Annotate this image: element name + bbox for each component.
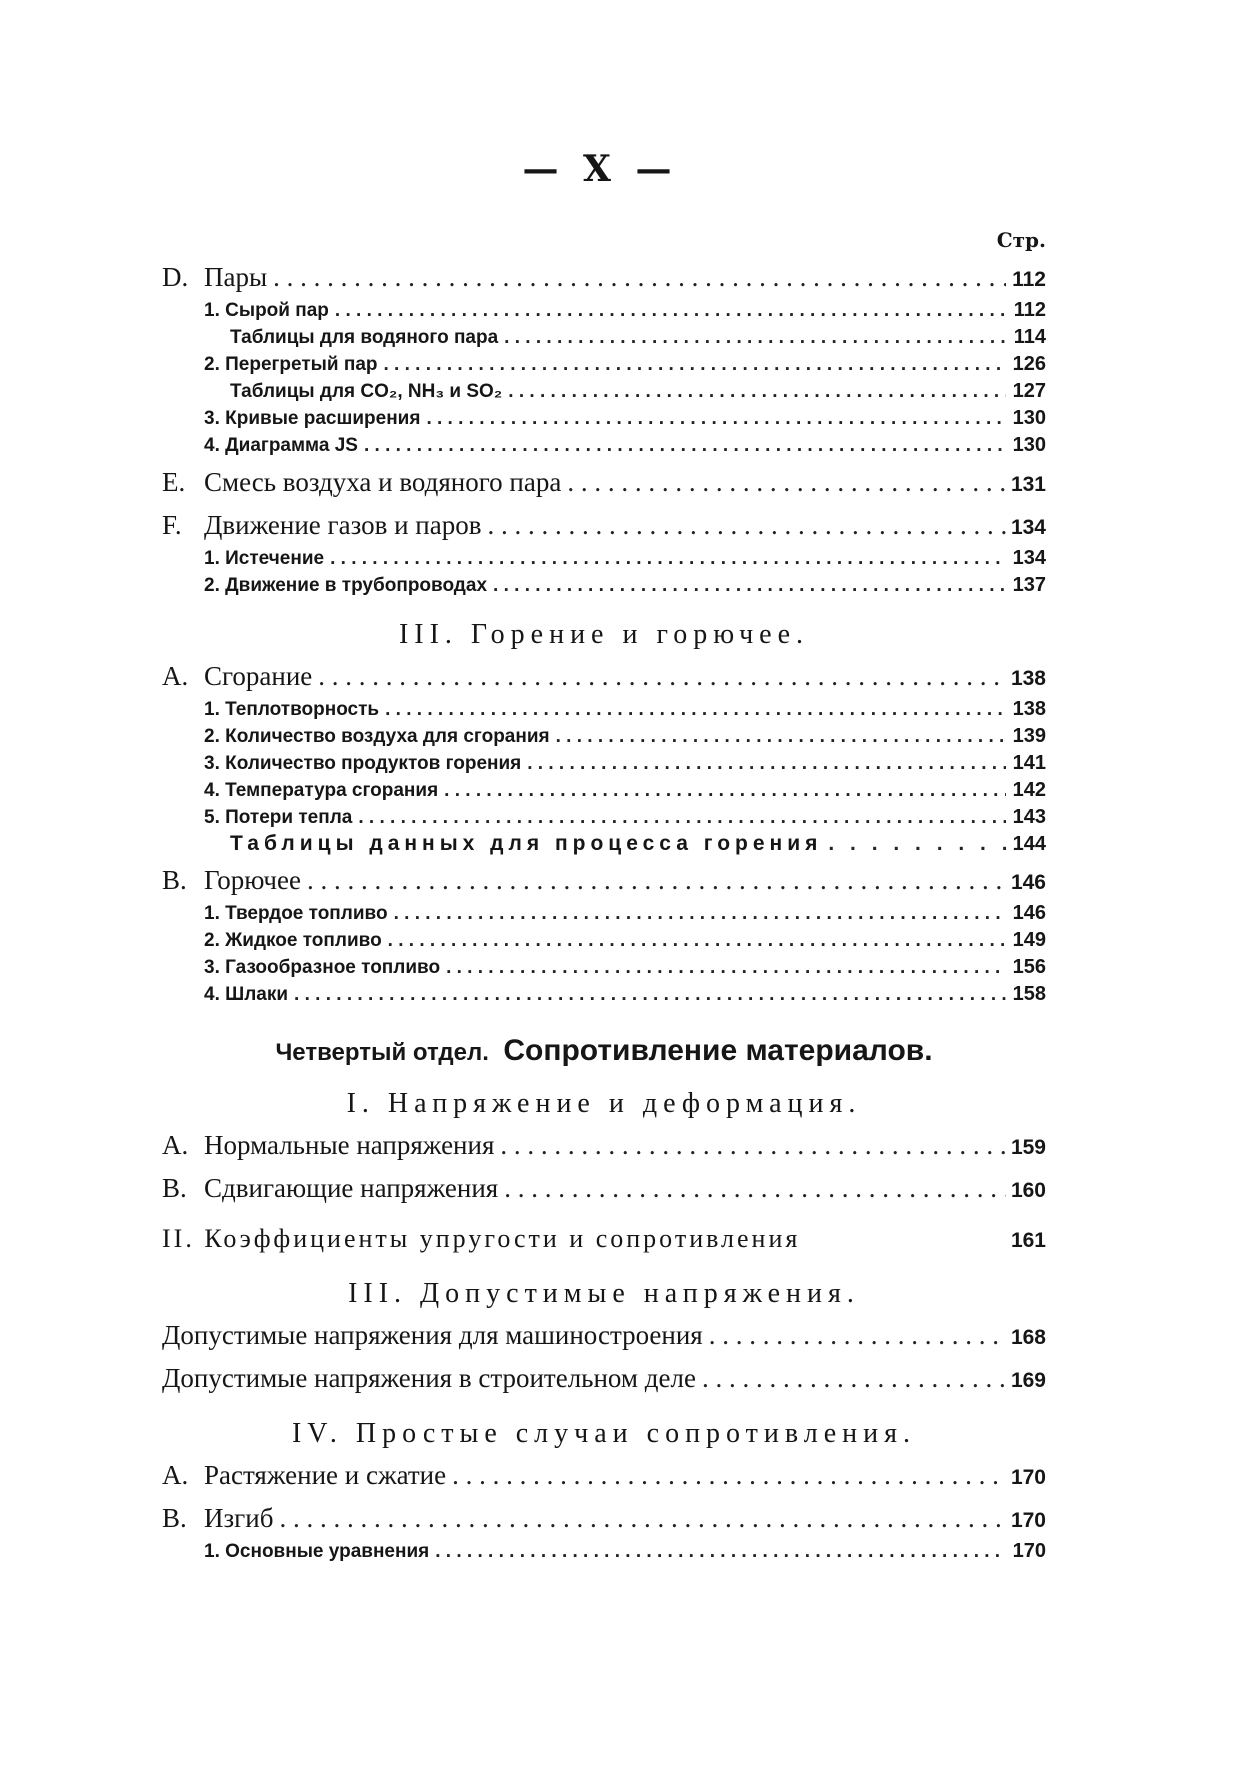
entry-title: 3. Количество продуктов горения bbox=[204, 753, 522, 774]
entry-title: Таблицы для CO₂, NH₃ и SO₂ bbox=[230, 381, 503, 402]
toc-entry bbox=[162, 863, 1046, 900]
dot-leader bbox=[487, 573, 1006, 599]
toc-entry bbox=[162, 260, 1046, 297]
page-ref: 158 bbox=[1012, 983, 1046, 1005]
dot-leader bbox=[446, 1458, 1006, 1492]
section-title: Пары bbox=[204, 262, 268, 292]
dot-leader bbox=[301, 863, 1006, 897]
entry-title: 1. Теплотворность bbox=[204, 699, 380, 720]
page-ref: 160 bbox=[1010, 1179, 1046, 1202]
chapter-heading: I. Напряжение и деформация. bbox=[346, 1088, 862, 1119]
section-letter: D. bbox=[162, 262, 189, 292]
dot-leader bbox=[288, 982, 1006, 1008]
dot-leader bbox=[481, 508, 1006, 542]
entry-title: Таблицы данных для процесса горения bbox=[230, 832, 823, 855]
page-number: — X — bbox=[522, 148, 678, 190]
entry-title: 2. Движение в трубопроводах bbox=[204, 575, 488, 596]
page-ref: 134 bbox=[1010, 516, 1046, 539]
section-title: Сгорание bbox=[204, 661, 313, 691]
dot-leader bbox=[329, 298, 1006, 324]
dot-leader bbox=[352, 805, 1006, 831]
entry-title: 3. Кривые расширения bbox=[204, 408, 421, 429]
dot-leader bbox=[273, 1501, 1006, 1535]
toc-entry bbox=[162, 777, 1046, 804]
dot-leader bbox=[420, 406, 1006, 432]
dot-leader bbox=[382, 928, 1006, 954]
toc-entry bbox=[162, 954, 1046, 981]
page-ref: 138 bbox=[1012, 698, 1046, 720]
table-of-contents bbox=[162, 254, 1046, 1565]
entry-title: 4. Диаграмма JS bbox=[204, 435, 358, 456]
toc-entry bbox=[162, 378, 1046, 405]
section-title: Допустимые напряжения для машиностроения bbox=[162, 1320, 703, 1350]
page-ref: 156 bbox=[1012, 956, 1046, 978]
section-title: Изгиб bbox=[204, 1503, 274, 1533]
toc-entry bbox=[162, 1538, 1046, 1565]
toc-entry bbox=[162, 1222, 1046, 1258]
dot-leader bbox=[703, 1318, 1006, 1352]
entry-title: Таблицы для водяного пара bbox=[230, 327, 499, 348]
section-letter: B. bbox=[162, 1503, 187, 1533]
page-ref: 127 bbox=[1012, 380, 1046, 402]
entry-title: 1. Основные уравнения bbox=[204, 1541, 430, 1562]
toc-entry bbox=[162, 900, 1046, 927]
toc-entry bbox=[162, 981, 1046, 1008]
dot-leader bbox=[440, 955, 1006, 981]
entry-title: 4. Шлаки bbox=[204, 984, 289, 1005]
dot-leader bbox=[388, 901, 1006, 927]
page-ref: 170 bbox=[1010, 1509, 1046, 1532]
toc-entry bbox=[162, 324, 1046, 351]
toc-entry bbox=[162, 432, 1046, 459]
page-ref: 146 bbox=[1012, 902, 1046, 924]
toc-entry bbox=[162, 1458, 1046, 1495]
department-title: Сопротивление материалов. bbox=[503, 1034, 933, 1067]
page-ref: 168 bbox=[1010, 1326, 1046, 1349]
department-heading bbox=[162, 1034, 1046, 1068]
section-title: Движение газов и паров bbox=[204, 510, 482, 540]
dot-leader bbox=[498, 325, 1006, 351]
entry-title: 2. Перегретый пар bbox=[204, 354, 378, 375]
chapter-heading: IV. Простые случаи сопротивления. bbox=[291, 1418, 916, 1449]
page-ref: 114 bbox=[1013, 326, 1046, 348]
toc-entry bbox=[162, 1171, 1046, 1208]
toc-entry bbox=[162, 723, 1046, 750]
toc-entry bbox=[162, 1361, 1046, 1398]
entry-title: 1. Сырой пар bbox=[204, 300, 329, 321]
department-label: Четвертый отдел. bbox=[275, 1039, 489, 1066]
page-ref: 139 bbox=[1012, 725, 1046, 747]
page-ref: 112 bbox=[1012, 268, 1046, 291]
dot-leader bbox=[498, 1171, 1006, 1205]
chapter-heading: III. Допустимые напряжения. bbox=[348, 1278, 860, 1309]
page-ref: 169 bbox=[1010, 1369, 1046, 1392]
dot-leader bbox=[550, 724, 1006, 750]
toc-entry bbox=[162, 696, 1046, 723]
entry-title: 1. Твердое топливо bbox=[204, 903, 388, 924]
dot-leader bbox=[267, 260, 1006, 294]
dot-leader bbox=[312, 659, 1006, 693]
section-letter: B. bbox=[162, 1173, 187, 1203]
toc-entry bbox=[162, 750, 1046, 777]
toc-entry bbox=[162, 1318, 1046, 1355]
dot-leader bbox=[822, 831, 1006, 857]
page-ref: 149 bbox=[1012, 929, 1046, 951]
dot-leader bbox=[429, 1539, 1006, 1565]
page-ref: 143 bbox=[1012, 806, 1046, 828]
toc-entry bbox=[162, 351, 1046, 378]
page-ref: 159 bbox=[1010, 1136, 1046, 1159]
page-ref: 144 bbox=[1012, 833, 1046, 855]
page-ref: 131 bbox=[1010, 473, 1046, 496]
section-letter: B. bbox=[162, 865, 187, 895]
page-ref: 170 bbox=[1010, 1466, 1046, 1489]
chapter-heading: III. Горение и горючее. bbox=[398, 619, 810, 650]
toc-entry bbox=[162, 831, 1046, 857]
page-ref: 141 bbox=[1012, 752, 1046, 774]
dot-leader bbox=[502, 379, 1006, 405]
section-letter: E. bbox=[162, 467, 186, 497]
toc-entry bbox=[162, 1501, 1046, 1538]
section-title: Растяжение и сжатие bbox=[204, 1460, 447, 1490]
entry-title: 2. Количество воздуха для сгорания bbox=[204, 726, 550, 747]
entry-title: 3. Газообразное топливо bbox=[204, 957, 441, 978]
page-ref: 134 bbox=[1012, 547, 1046, 569]
section-letter: A. bbox=[162, 661, 189, 691]
toc-entry bbox=[162, 545, 1046, 572]
page-ref: 138 bbox=[1010, 667, 1046, 690]
entry-title: 2. Жидкое топливо bbox=[204, 930, 382, 951]
page-ref: 130 bbox=[1012, 434, 1046, 456]
toc-entry bbox=[162, 1128, 1046, 1165]
page-ref: 146 bbox=[1010, 871, 1046, 894]
toc-entry bbox=[162, 659, 1046, 696]
entry-title: 5. Потери тепла bbox=[204, 807, 353, 828]
dot-leader bbox=[561, 465, 1006, 499]
dot-leader bbox=[358, 433, 1006, 459]
dot-leader bbox=[378, 352, 1007, 378]
page-ref: 112 bbox=[1013, 299, 1046, 321]
page-ref: 130 bbox=[1012, 407, 1046, 429]
dot-leader bbox=[494, 1128, 1006, 1162]
toc-entry bbox=[162, 572, 1046, 599]
page-ref: 161 bbox=[1010, 1229, 1046, 1252]
dot-leader bbox=[696, 1361, 1006, 1395]
entry-title: 1. Истечение bbox=[204, 548, 325, 569]
entry-title: 4. Температура сгорания bbox=[204, 780, 439, 801]
section-letter: A. bbox=[162, 1460, 189, 1490]
page-ref: 137 bbox=[1012, 574, 1046, 596]
page-column-label: Стр. bbox=[996, 228, 1046, 252]
toc-entry bbox=[162, 927, 1046, 954]
page-ref: 142 bbox=[1012, 779, 1046, 801]
chapter-title: II. Коэффициенты упругости и сопротивления bbox=[162, 1224, 801, 1253]
section-title: Допустимые напряжения в строительном деле bbox=[162, 1363, 696, 1393]
section-letter: F. bbox=[162, 510, 182, 540]
dot-leader bbox=[324, 546, 1006, 572]
page-ref: 170 bbox=[1012, 1540, 1046, 1562]
toc-entry bbox=[162, 405, 1046, 432]
section-title: Смесь воздуха и водяного пара bbox=[204, 467, 562, 497]
section-title: Сдвигающие напряжения bbox=[204, 1173, 499, 1203]
toc-entry bbox=[162, 508, 1046, 545]
toc-entry bbox=[162, 804, 1046, 831]
section-letter: A. bbox=[162, 1130, 189, 1160]
page-ref: 126 bbox=[1012, 353, 1046, 375]
dot-leader bbox=[438, 778, 1006, 804]
toc-entry bbox=[162, 465, 1046, 502]
section-title: Горючее bbox=[204, 865, 301, 895]
dot-leader bbox=[521, 751, 1006, 777]
section-title: Нормальные напряжения bbox=[204, 1130, 495, 1160]
dot-leader bbox=[379, 697, 1006, 723]
toc-entry bbox=[162, 297, 1046, 324]
